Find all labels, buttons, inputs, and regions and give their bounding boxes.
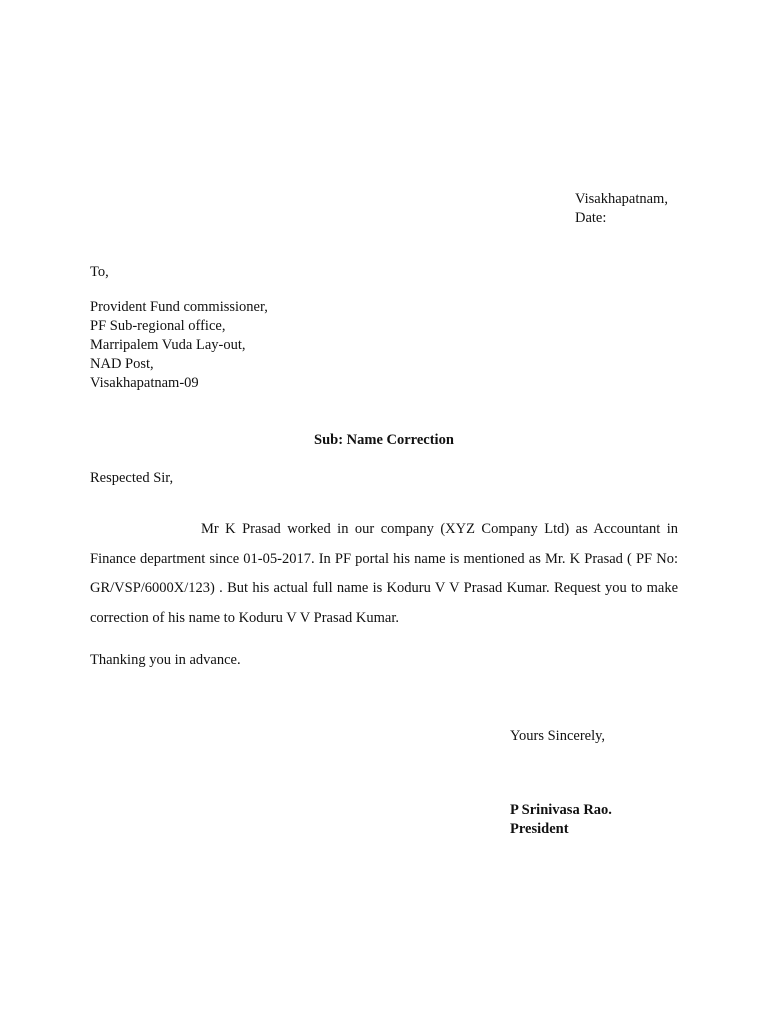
place: Visakhapatnam, [575,191,668,207]
recipient-line: NAD Post, [90,356,154,372]
signatory-title: President [510,821,569,837]
date-label: Date: [575,210,607,226]
signature-block [510,801,612,839]
signatory-name: P Srinivasa Rao. [510,802,612,818]
closing: Yours Sincerely, [510,728,606,744]
recipient-address [90,298,268,393]
recipient-line: Visakhapatnam-09 [90,375,199,391]
salutation: Respected Sir, [90,470,174,486]
body-text: Mr K Prasad worked in our company (XYZ Company Ltd) as Accountant in Finance department since 01-05-2017. In PF portal his name is mentioned as Mr. K Prasad ( PF No: GR/VSP/6000X/123) . But his actual full name is Koduru V V Prasad Kumar. Request you to make correction of his name to Koduru V V Prasad Kumar. [90,521,678,626]
recipient-line: Provident Fund commissioner, [90,299,268,315]
body-paragraph [90,515,678,633]
recipient-line: Marripalem Vuda Lay-out, [90,337,246,353]
thanks-line: Thanking you in advance. [90,652,241,668]
recipient-line: PF Sub-regional office, [90,318,226,334]
subject-line: Sub: Name Correction [314,432,454,448]
place-date-block [575,190,668,228]
to-label: To, [90,264,109,280]
